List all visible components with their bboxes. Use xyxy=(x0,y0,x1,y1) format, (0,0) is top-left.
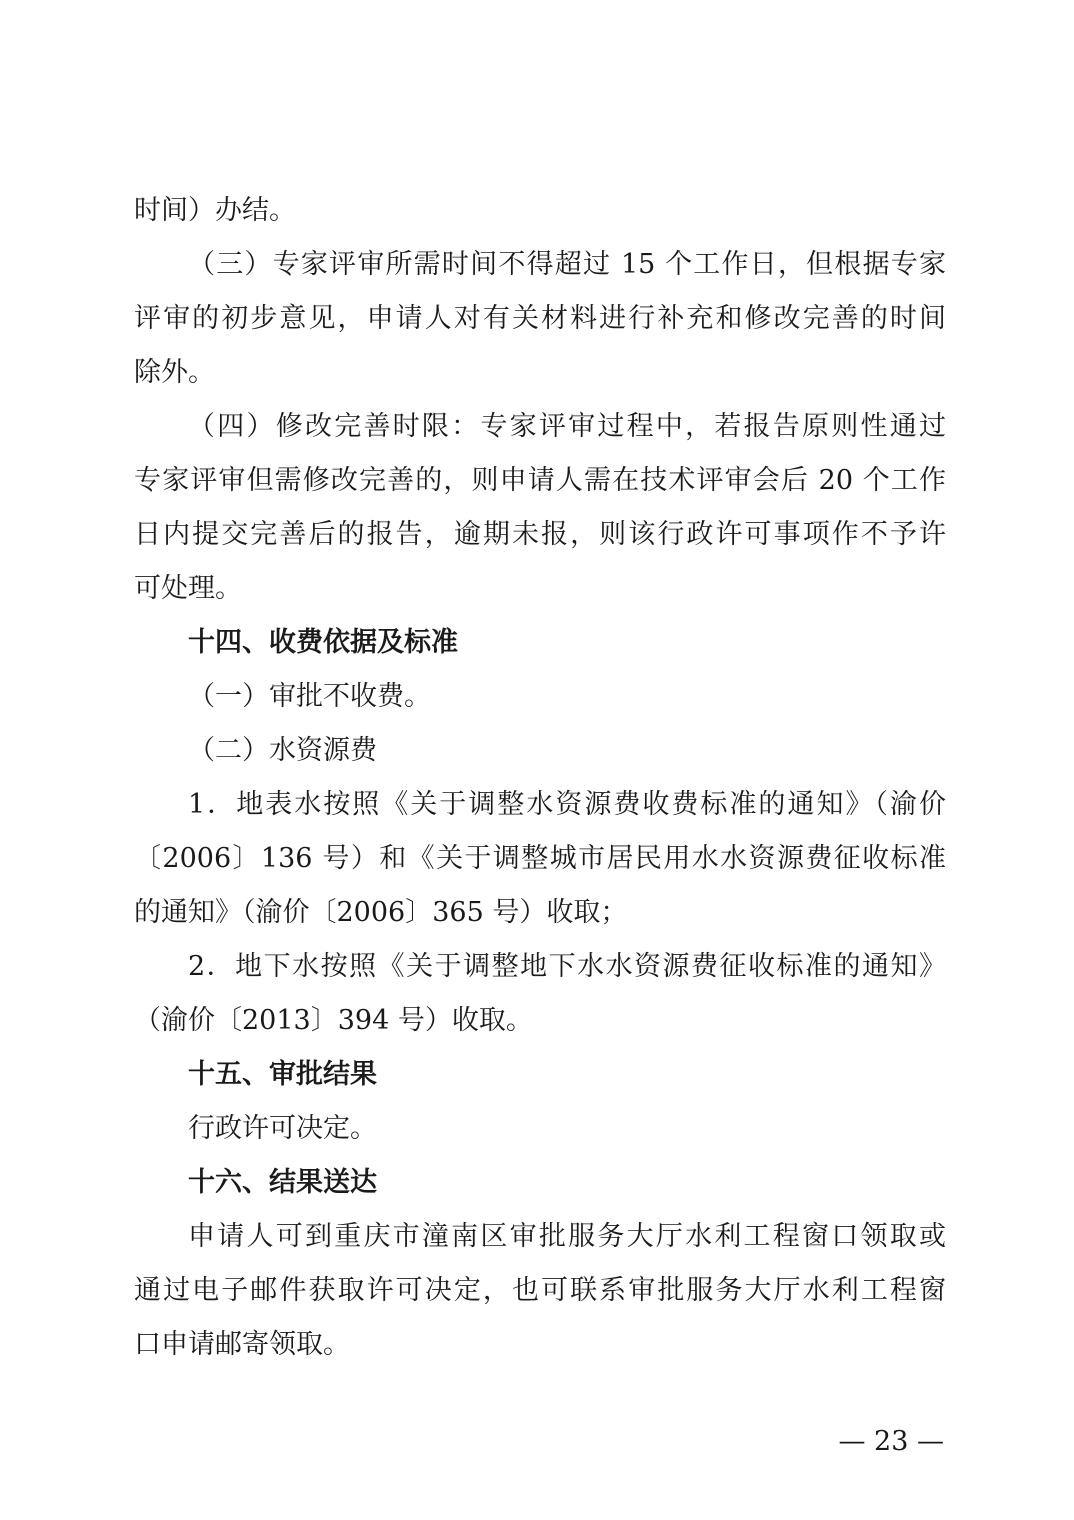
section-heading: 十四、收费依据及标准 xyxy=(188,627,458,658)
text-line: 通过电子邮件获取许可决定，也可联系审批服务大厅水利工程窗 xyxy=(134,1275,946,1306)
text-line: 专家评审但需修改完善的，则申请人需在技术评审会后 20 个工作 xyxy=(134,465,946,496)
text-line: 日内提交完善后的报告，逾期未报，则该行政许可事项作不予许 xyxy=(134,519,946,550)
text-line: 可处理。 xyxy=(134,573,242,604)
text-line: 申请人可到重庆市潼南区审批服务大厅水利工程窗口领取或 xyxy=(188,1221,946,1252)
text-line: 行政许可决定。 xyxy=(188,1113,377,1144)
text-line: 时间）办结。 xyxy=(134,195,296,226)
text-line: 除外。 xyxy=(134,357,215,388)
section-heading: 十六、结果送达 xyxy=(188,1167,377,1198)
text-line: （渝价〔2013〕394 号）收取。 xyxy=(134,1005,533,1036)
text-line: 口申请邮寄领取。 xyxy=(134,1329,350,1360)
text-line: （二）水资源费 xyxy=(188,735,377,766)
text-line: （四）修改完善时限：专家评审过程中，若报告原则性通过 xyxy=(188,411,946,442)
text-line: 的通知》（渝价〔2006〕365 号）收取； xyxy=(134,897,628,928)
text-line: 〔2006〕136 号）和《关于调整城市居民用水水资源费征收标准 xyxy=(134,843,946,874)
page-number: — 23 — xyxy=(838,1426,944,1457)
text-line: 2．地下水按照《关于调整地下水水资源费征收标准的通知》 xyxy=(188,951,946,982)
section-heading: 十五、审批结果 xyxy=(188,1059,377,1090)
text-line: 评审的初步意见，申请人对有关材料进行补充和修改完善的时间 xyxy=(134,303,946,334)
text-line: （一）审批不收费。 xyxy=(188,681,431,712)
text-line: 1．地表水按照《关于调整水资源费收费标准的通知》（渝价 xyxy=(188,789,946,820)
text-line: （三）专家评审所需时间不得超过 15 个工作日，但根据专家 xyxy=(188,249,946,280)
